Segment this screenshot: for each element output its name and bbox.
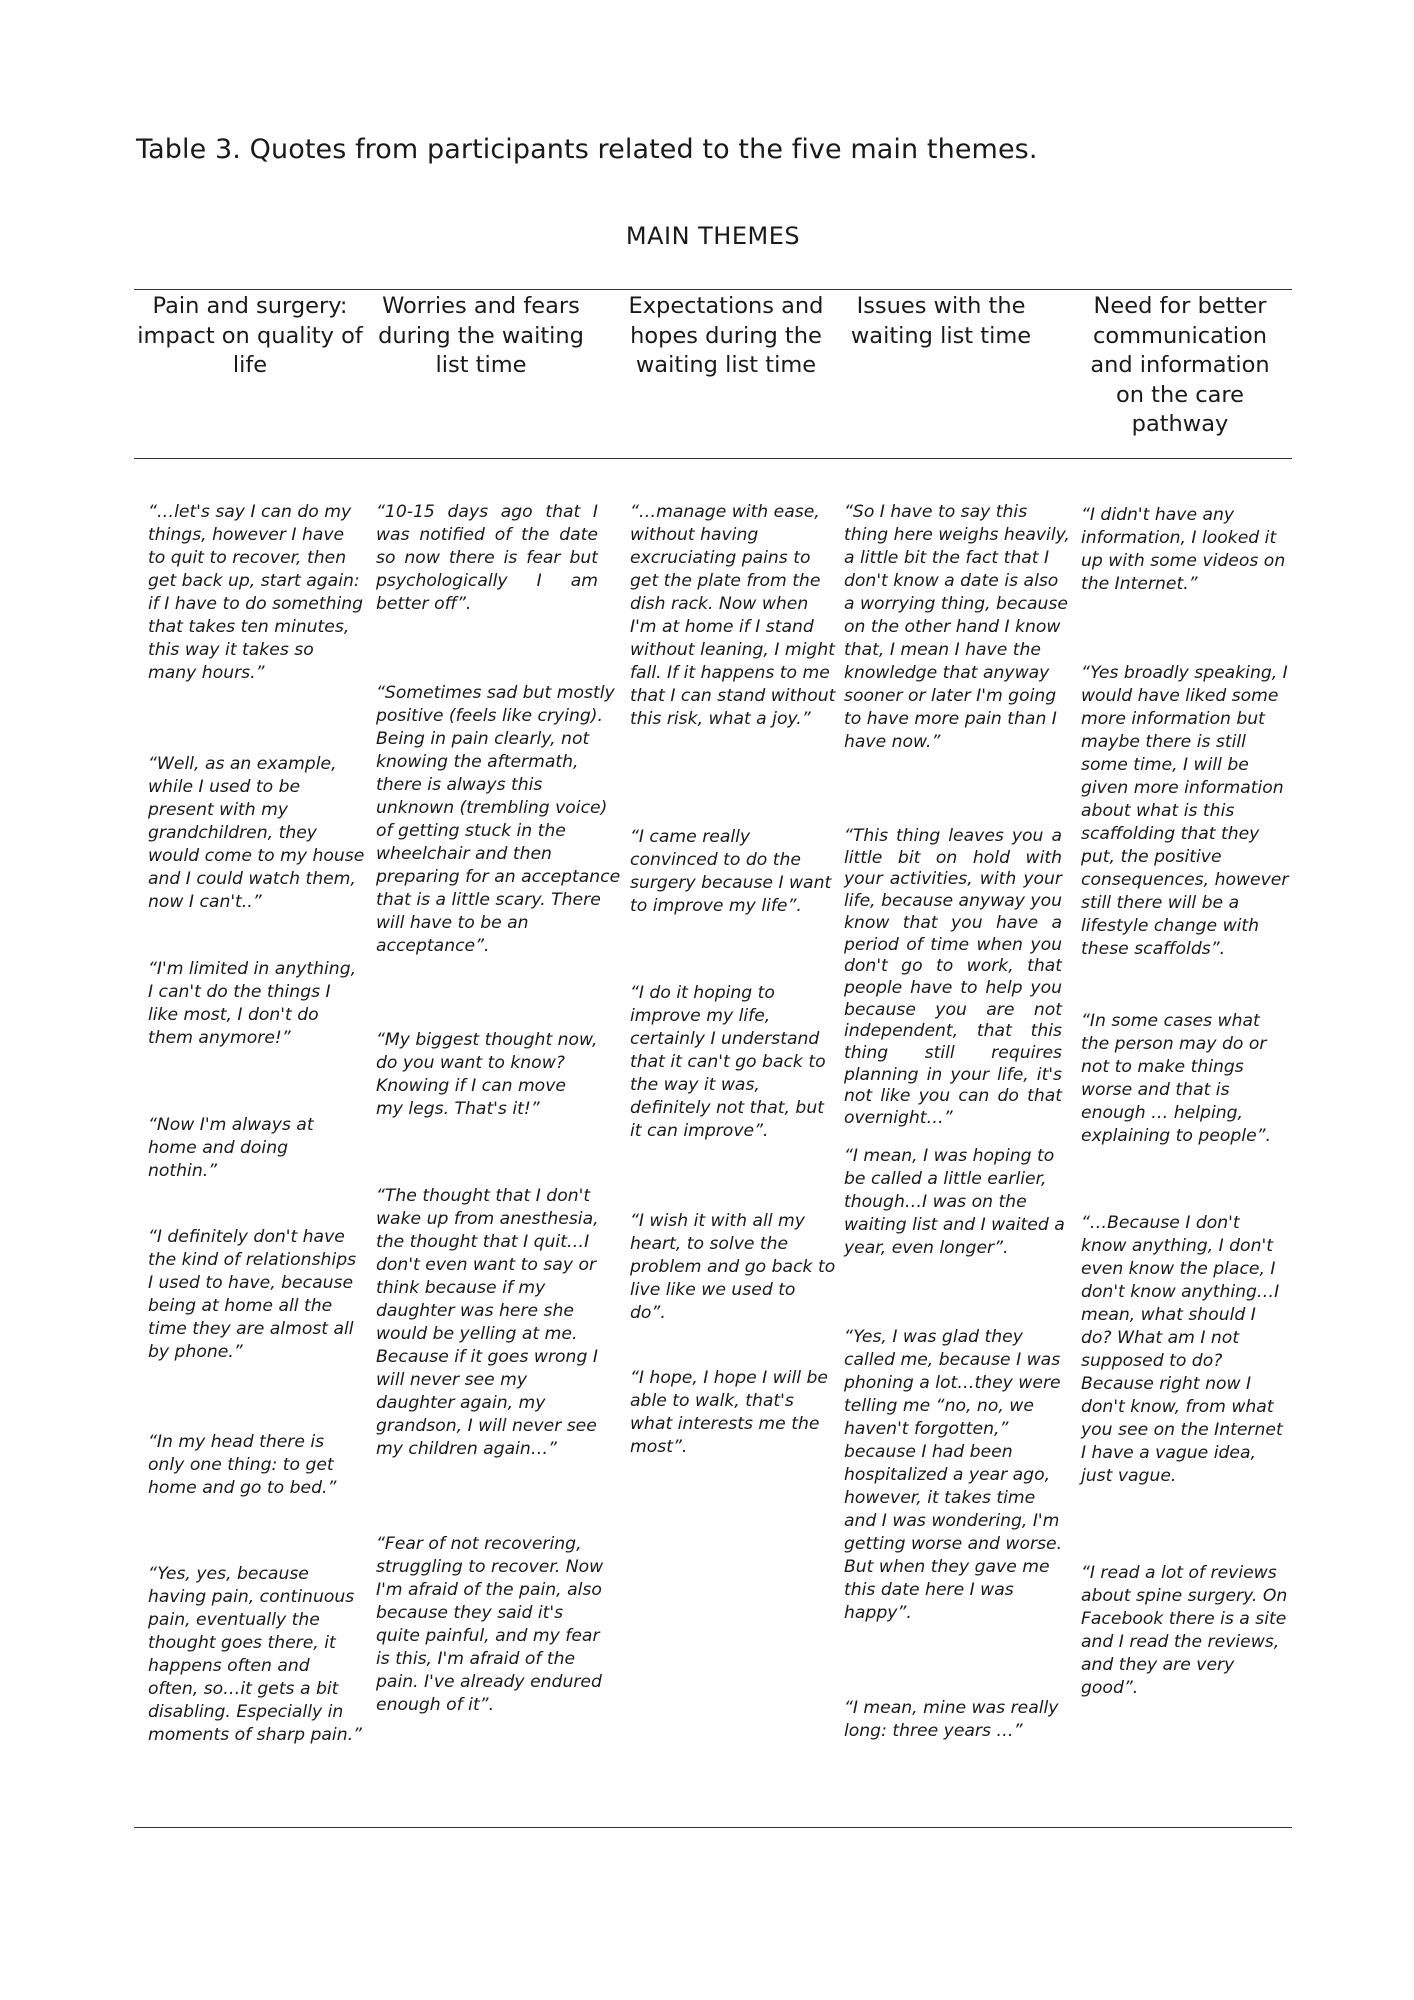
quote: “I mean, mine was really long: three years …” xyxy=(844,1698,1059,1741)
quote: “I came really convinced to do the surgery because I want to improve my life”. xyxy=(630,827,832,916)
quote: “I mean, I was hoping to be called a little earlier, though…I was on the waiting list and I waited a year, even longer”. xyxy=(844,1146,1065,1258)
header-expectations-and-hopes: Expectations and hopes during the waiting list time xyxy=(628,293,824,378)
quote: “Sometimes sad but mostly positive (feels like crying). Being in pain clearly, not knowing the aftermath, there is always this unknown (trembling voice) of getting stuck in the wheelchair and then preparing for an acceptance that is a little scary. There will have to be an acceptance”. xyxy=(376,683,621,956)
quote: “…manage with ease, without having excruciating pains to get the plate from the dish rack. Now when I'm at home if I stand without leaning, I might fall. If it happens to me that I can stand without this risk, what a joy.” xyxy=(630,502,836,729)
quote: “In some cases what the person may do or not to make things worse and that is enough … helping, explaining to people”. xyxy=(1081,1011,1272,1146)
table-caption: Table 3. Quotes from participants related to the five main themes. xyxy=(136,134,1038,165)
quote: “So I have to say this thing here weighs heavily, a little bit the fact that I don't know a date is also a worrying thing, because on the other hand I know that, I mean I have the knowledge that anyway sooner or later I'm going to have more pain than I have now.” xyxy=(844,502,1070,752)
header-worries-and-fears: Worries and fears during the waiting list time xyxy=(378,293,584,378)
quote: “I read a lot of reviews about spine surgery. On Facebook there is a site and I read the reviews, and they are very good”. xyxy=(1081,1563,1288,1698)
top-rule xyxy=(134,289,1292,290)
header-pain-and-surgery: Pain and surgery: impact on quality of life xyxy=(137,293,363,378)
quote: “Yes broadly speaking, I would have liked some more information but maybe there is still some time, I will be given more information about what is this scaffolding that they put, the positive consequences, however still there will be a lifestyle change with these scaffolds”. xyxy=(1081,663,1289,959)
bottom-rule xyxy=(134,1827,1292,1828)
quote: “Yes, I was glad they called me, because I was phoning a lot…they were telling me “no, no, we haven't forgotten,” because I had been hospitalized a year ago, however, it takes time and I was wondering, I'm getting worse and worse. But when they gave me this date here I was happy”. xyxy=(844,1327,1063,1623)
quote: “Now I'm always at home and doing nothin.” xyxy=(148,1115,314,1181)
quote: “In my head there is only one thing: to get home and go to bed.” xyxy=(148,1432,337,1498)
quote: “…Because I don't know anything, I don't even know the place, I don't know anything…I mean, what should I do? What am I not supposed to do? Because right now I don't know, from what you see on the Internet I have a vague idea, just vague. xyxy=(1081,1213,1283,1486)
quote: “Fear of not recovering, struggling to recover. Now I'm afraid of the pain, also because they said it's quite painful, and my fear is this, I'm afraid of the pain. I've already endured enough of it”. xyxy=(376,1534,604,1715)
quote: “10-15 days ago that I was notified of the date so now there is fear but psychologically I am better off”. xyxy=(376,502,598,614)
header-issues-waiting-list: Issues with the waiting list time xyxy=(850,293,1032,349)
quote: “…let's say I can do my things, however I have to quit to recover, then get back up, start again: if I have to do something that takes ten minutes, this way it takes so many hours.” xyxy=(148,502,364,683)
quote: “This thing leaves you a little bit on hold with your activities, with your life, because anyway you know that you have a period of time when you don't go to work, that people have to help you because you are not independent, that this thing still requires planning in your life, it's not like you can do that overnight…” xyxy=(844,826,1062,1129)
quote: “Well, as an example, while I used to be present with my grandchildren, they would come to my house and I could watch them, now I can't..” xyxy=(148,754,365,912)
quote: “I do it hoping to improve my life, certainly I understand that it can't go back to the way it was, definitely not that, but it can improve”. xyxy=(630,983,826,1141)
header-need-for-communication: Need for better communication and information on the care pathway xyxy=(1090,293,1270,437)
quote: “I hope, I hope I will be able to walk, that's what interests me the most”. xyxy=(630,1368,829,1457)
header-rule xyxy=(134,458,1292,459)
quote: “I definitely don't have the kind of relationships I used to have, because being at home all the time they are almost all by phone.” xyxy=(148,1227,357,1362)
quote: “I didn't have any information, I looked it up with some videos on the Internet.” xyxy=(1081,505,1286,594)
quote: “I wish it with all my heart, to solve the problem and go back to live like we used to do”. xyxy=(630,1211,836,1323)
quote: “My biggest thought now, do you want to know? Knowing if I can move my legs. That's it!” xyxy=(376,1030,598,1119)
quote: “Yes, yes, because having pain, continuous pain, eventually the thought goes there, it happens often and often, so…it gets a bit disabling. Especially in moments of sharp pain.” xyxy=(148,1564,362,1745)
quote: “I'm limited in anything, I can't do the things I like most, I don't do them anymore!” xyxy=(148,959,357,1048)
quote: “The thought that I don't wake up from anesthesia, the thought that I quit…I don't even want to say or think because if my daughter was here she would be yelling at me. Because if it goes wrong I will never see my daughter again, my grandson, I will never see my children again…” xyxy=(376,1186,599,1459)
main-themes-label: MAIN THEMES xyxy=(625,222,801,250)
